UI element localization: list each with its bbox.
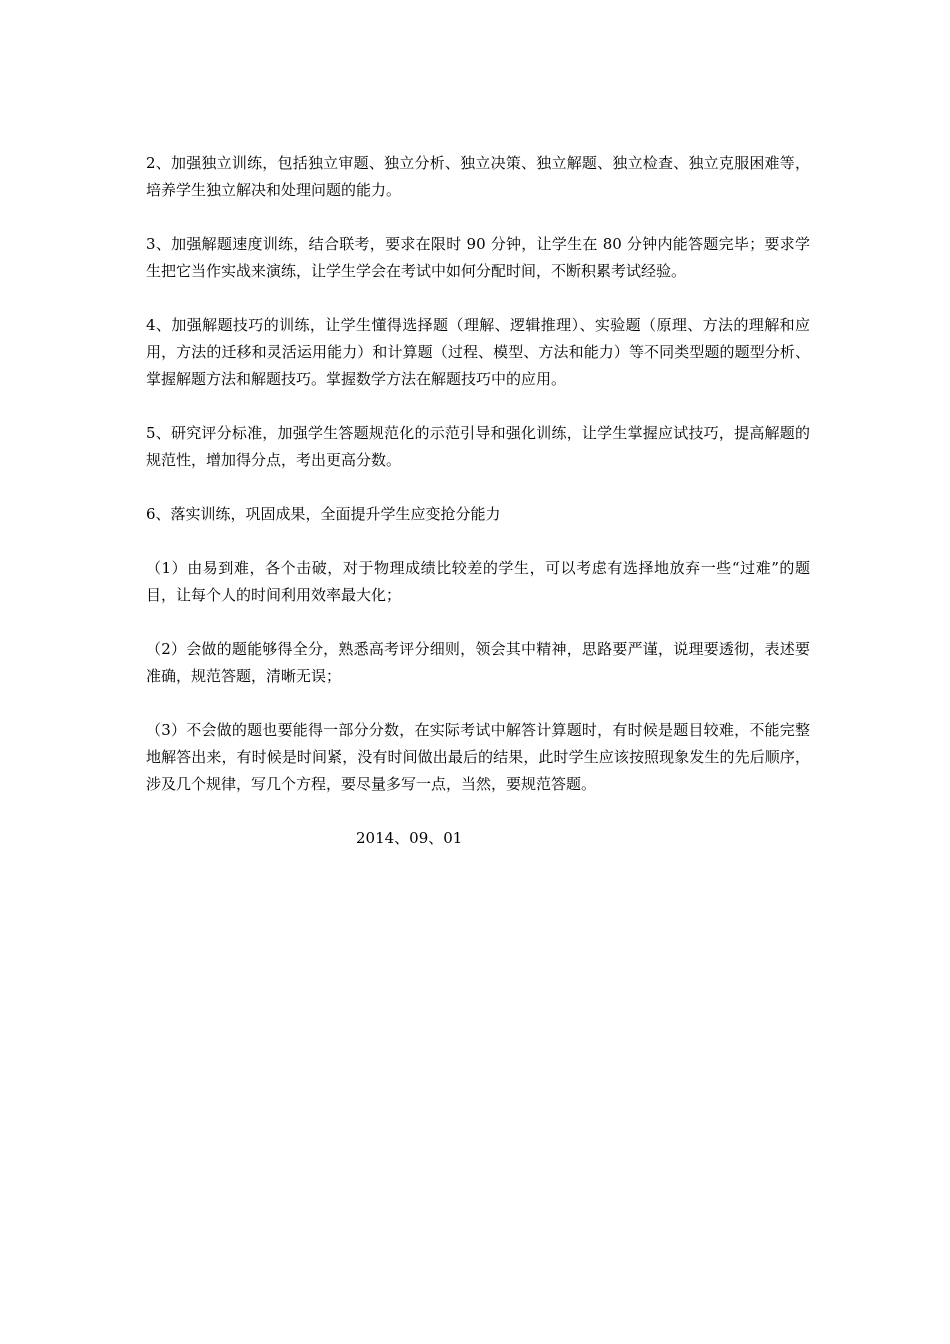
document-body	[146, 150, 810, 852]
subitem-2: （2）会做的题能够得全分，熟悉高考评分细则，领会其中精神，思路要严谨，说理要透彻，表述要准确，规范答题，清晰无误；	[146, 640, 810, 685]
subitem-3: （3）不会做的题也要能得一部分分数，在实际考试中解答计算题时，有时候是题目较难，不能完整地解答出来，有时候是时间紧，没有时间做出最后的结果，此时学生应该按照现象发生的先后顺序，涉及几个规律，写几个方程，要尽量多写一点，当然，要规范答题。	[146, 721, 810, 793]
paragraph-item-3: 3、加强解题速度训练，结合联考，要求在限时 90 分钟，让学生在 80 分钟内能答题完毕；要求学生把它当作实战来演练，让学生学会在考试中如何分配时间，不断积累考试经验。	[146, 235, 810, 280]
paragraph-item-5: 5、研究评分标准，加强学生答题规范化的示范引导和强化训练，让学生掌握应试技巧，提高解题的规范性，增加得分点，考出更高分数。	[146, 424, 810, 469]
paragraph-item-2: 2、加强独立训练，包括独立审题、独立分析、独立决策、独立解题、独立检查、独立克服困难等，培养学生独立解决和处理问题的能力。	[146, 154, 810, 199]
paragraph-item-4: 4、加强解题技巧的训练，让学生懂得选择题（理解、逻辑推理）、实验题（原理、方法的理解和应用，方法的迁移和灵活运用能力）和计算题（过程、模型、方法和能力）等不同类型题的题型分析、掌握解题方法和解题技巧。掌握数学方法在解题技巧中的应用。	[146, 316, 810, 388]
paragraph-item-6: 6、落实训练，巩固成果，全面提升学生应变抢分能力	[146, 505, 501, 523]
document-date: 2014、09、01	[356, 829, 463, 847]
subitem-1: （1）由易到难，各个击破，对于物理成绩比较差的学生，可以考虑有选择地放弃一些“过难”的题目，让每个人的时间利用效率最大化；	[146, 559, 810, 604]
